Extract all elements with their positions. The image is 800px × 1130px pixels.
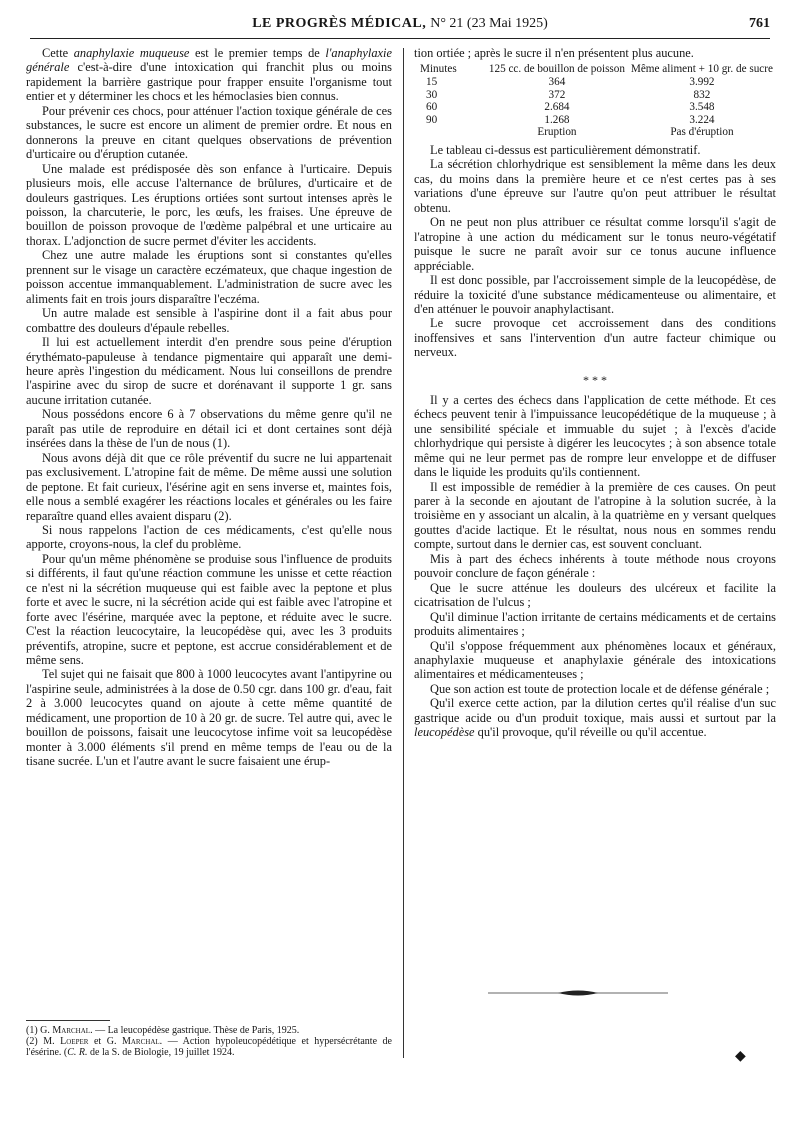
paragraph: Que son action est toute de protection locale et de défense générale ;: [430, 681, 770, 696]
table-header: 125 cc. de bouillon de poisson: [488, 63, 625, 76]
leucocyte-table: [414, 63, 776, 139]
table-footer-row: [414, 126, 776, 139]
table-cell: 2.684: [544, 101, 570, 114]
table-cell: [414, 126, 486, 139]
paragraph: Cette anaphylaxie muqueuse est le premier temps de l'anaphylaxie générale c'est-à-dire d'une intoxication qui franchit plus ou moins rapidement la barrière gastrique pour frapper ensuite l'organisme tout entier et y déterminer les chocs et les hémoclasies bien connus.: [26, 46, 392, 104]
paragraph: Mis à part des échecs inhérents à toute méthode nous croyons pouvoir conclure de façon générale :: [414, 551, 776, 581]
table-row: [414, 114, 776, 127]
paragraph: Il est impossible de remédier à la première de ces causes. On peut parer à la seconde en ajoutant de l'atropine à la solution sucrée, à la troisième en y associant un alcalin, à la quatrième en y versant quelques gouttes d'acide lactique. Et le résultat, nous nous en sommes rendu compte, surtout dans le dernier cas, est souvent concluant.: [414, 479, 776, 552]
table-cell: 60: [426, 101, 438, 114]
table-header: Même aliment + 10 gr. de sucre: [630, 63, 773, 76]
paragraph: Pour prévenir ces chocs, pour atténuer l'action toxique générale de ces substances, le sucre est encore un aliment de premier ordre. Et nous en donnerons la preuve en citant quelques observations de prévention d'urticaire ou d'éruption cutanée.: [26, 103, 392, 162]
table-cell: 372: [548, 88, 566, 101]
end-ornament: [488, 989, 668, 997]
column-divider: [403, 48, 404, 1058]
table-row: [414, 76, 776, 89]
paragraph: Pour qu'un même phénomène se produise sous l'influence de produits si différents, il faut qu'une réaction commune les unisse et cette réaction ce n'est ni la sécrétion muqueuse qui est faible avec la peptone et plus forte et avec le sucre, ni la sécrétion acide qui est faible avec l'atropine et forte avec l'ésérine, marquée avec la peptone, et réduite avec le sucre. C'est la réaction leucocytaire, la leucopédèse qui, avec les 3 produits préventifs, atropine, sucre et peptone, est accrue considérablement et de même sens.: [26, 551, 392, 668]
paragraph: Qu'il exerce cette action, par la dilution certes qu'il réalise d'un suc gastrique acide ou d'un produit toxique, mais aussi et surtout par la leucopédèse qu'il provoque, qu'il réveille ou qu'il accentue.: [414, 696, 776, 740]
table-cell: 3.548: [689, 101, 715, 114]
paragraph: Une malade est prédisposée dès son enfance à l'urticaire. Depuis plusieurs mois, elle accuse l'alternance de brûlures, d'urticaire et de douleurs gastriques. Les éruptions ortiées sont surtout intenses après le poisson, la charcuterie, le porc, les œufs, les fraises. Une épreuve de bouillon de poisson provoque de l'œdème palpébral et une urticaire au thorax. L'adjonction de sucre permet d'éviter les accidents.: [26, 161, 392, 248]
paragraph: On ne peut non plus attribuer ce résultat comme lorsqu'il s'agit de l'atropine à une action du médicament sur le tonus neuro-végétatif puisque le sucre ne paraît avoir sur ce tonus aucune influence appréciable.: [414, 215, 776, 273]
paragraph: Il lui est actuellement interdit d'en prendre sous peine d'éruption érythémato-papuleuse à tendance pigmentaire qui apparaît une demi-heure après l'ingestion du médicament. Nous lui conseillons de prendre l'aspirine avec du sirop de sucre et dorénavant il supporte 1 gr. sans aucune irritation cutanée.: [26, 335, 392, 407]
paragraph: La sécrétion chlorhydrique est sensiblement la même dans les deux cas, du moins dans la première heure et ce n'est certes pas à ses variations d'une épreuve sur l'autre qu'on peut attribuer le résultat obtenu.: [414, 157, 776, 215]
left-column: [26, 46, 392, 1058]
table-cell: 30: [426, 88, 438, 101]
paragraph: Nous avons déjà dit que ce rôle préventif du sucre ne lui appartenait pas exclusivement. L'atropine fait de même. De même aussi une solution de peptone. Et fait curieux, l'ésérine agit en sens inverse et, maintes fois, elle nous a semblé exagérer les réactions locales et générales ou les faire reparaître quand elles avaient disparu (2).: [26, 450, 392, 523]
footnote-divider: [26, 1020, 110, 1021]
table-cell: Eruption: [537, 126, 577, 139]
table-cell: 1.268: [544, 113, 570, 126]
table-header: Minutes: [420, 63, 457, 76]
diamond-ornament: ◆: [735, 1049, 746, 1064]
table-cell: 832: [693, 88, 711, 101]
page-number: 761: [749, 16, 770, 31]
section-separator: * * *: [583, 372, 607, 387]
paragraph: Chez une autre malade les éruptions sont si constantes qu'elles prennent sur le visage un caractère eczémateux, que chaque ingestion de poisson accentue immanquablement. L'administration de sucre avec les aliments fait en trois jours disparaître l'eczéma.: [26, 248, 392, 306]
paragraph: Il est donc possible, par l'accroissement simple de la leucopédèse, de réduire la toxicité d'une substance médicamenteuse ou alimentaire, et d'en atténuer le pouvoir anaphylactisant.: [414, 273, 776, 316]
journal-title: [30, 16, 770, 32]
paragraph: Qu'il s'oppose fréquemment aux phénomènes locaux et généraux, anaphylaxie muqueuse et anaphylaxie générale des intoxications alimentaires et médicamenteuses ;: [414, 638, 776, 682]
page-header: [30, 14, 770, 39]
paragraph: Le sucre provoque cet accroissement dans des conditions inoffensives et sans l'intervention d'un autre facteur chimique ou nerveux.: [414, 316, 776, 360]
footnote: (1) G. Marchal. — La leucopédèse gastrique. Thèse de Paris, 1925.: [26, 1025, 300, 1036]
paragraph: Il y a certes des échecs dans l'application de cette méthode. Et ces échecs peuvent tenir à l'impuissance leucopédétique de la muqueuse ; à une sensibilité spéciale et immuable du sujet ; à l'excès d'acide chlorhydrique qui persiste à digérer les leucocytes ; à son absence totale même qui ne leur permet pas de rompre leur enveloppe et de diffuser dans le liquide les produits qu'ils contiennent.: [414, 392, 776, 480]
table-cell: 364: [548, 76, 566, 89]
right-column: [414, 46, 776, 740]
table-cell: 3.224: [689, 113, 715, 126]
footnotes: [26, 1025, 392, 1058]
left-column-body: [26, 46, 392, 1014]
paragraph: Nous possédons encore 6 à 7 observations du même genre qu'il ne paraît pas utile de reproduire en détail ici et dont certaines sont déjà insérées dans la thèse de l'un de nous (1).: [26, 407, 392, 451]
table-cell: 3.992: [689, 76, 715, 89]
paragraph: Tel sujet qui ne faisait que 800 à 1000 leucocytes avant l'antipyrine ou l'aspirine seule, administrées à la dose de 0.50 cgr. dans 100 gr. d'eau, fait 2 à 3.000 leucocytes quand on ajoute à cette même quantité de médicament, une proportion de 10 à 20 gr. de sucre. Tel autre qui, avec le bouillon de poissons, faisait une leucocytose infime voit sa leucopédèse monter à 3.000 éléments s'il prend en même temps de l'eau ou de la tisane sucrée. L'un et l'autre avant le sucre faisaient une érup-: [26, 667, 392, 769]
table-row: [414, 101, 776, 114]
table-row: [414, 89, 776, 102]
table-cell: 15: [426, 76, 438, 89]
issue-info: N° 21 (23 Mai 1925): [430, 16, 548, 31]
table-header-row: [414, 63, 776, 76]
paragraph: tion ortiée ; après le sucre il n'en présentent plus aucune.: [414, 46, 694, 60]
paragraph: Si nous rappelons l'action de ces médicaments, c'est qu'elle nous apporte, croyons-nous, la clef du problème.: [26, 522, 392, 552]
paragraph: Que le sucre atténue les douleurs des ulcéreux et facilite la cicatrisation de l'ulcus ;: [414, 580, 776, 610]
journal-name: LE PROGRÈS MÉDICAL,: [252, 16, 427, 31]
paragraph: Le tableau ci-dessus est particulièrement démonstratif.: [430, 143, 701, 158]
paragraph: Un autre malade est sensible à l'aspirine dont il a fait abus pour combattre des douleurs d'épaule rebelles.: [26, 306, 392, 335]
footnote: (2) M. Loeper et G. Marchal. — Action hypoleucopédétique et hypersécrétante de l'ésérine. (C. R. de la S. de Biologie, 19 juillet 1924.: [26, 1036, 392, 1058]
table-cell: Pas d'éruption: [670, 126, 734, 139]
table-cell: 90: [426, 113, 438, 126]
paragraph: Qu'il diminue l'action irritante de certains médicaments et de certains produits alimentaires ;: [414, 609, 776, 639]
